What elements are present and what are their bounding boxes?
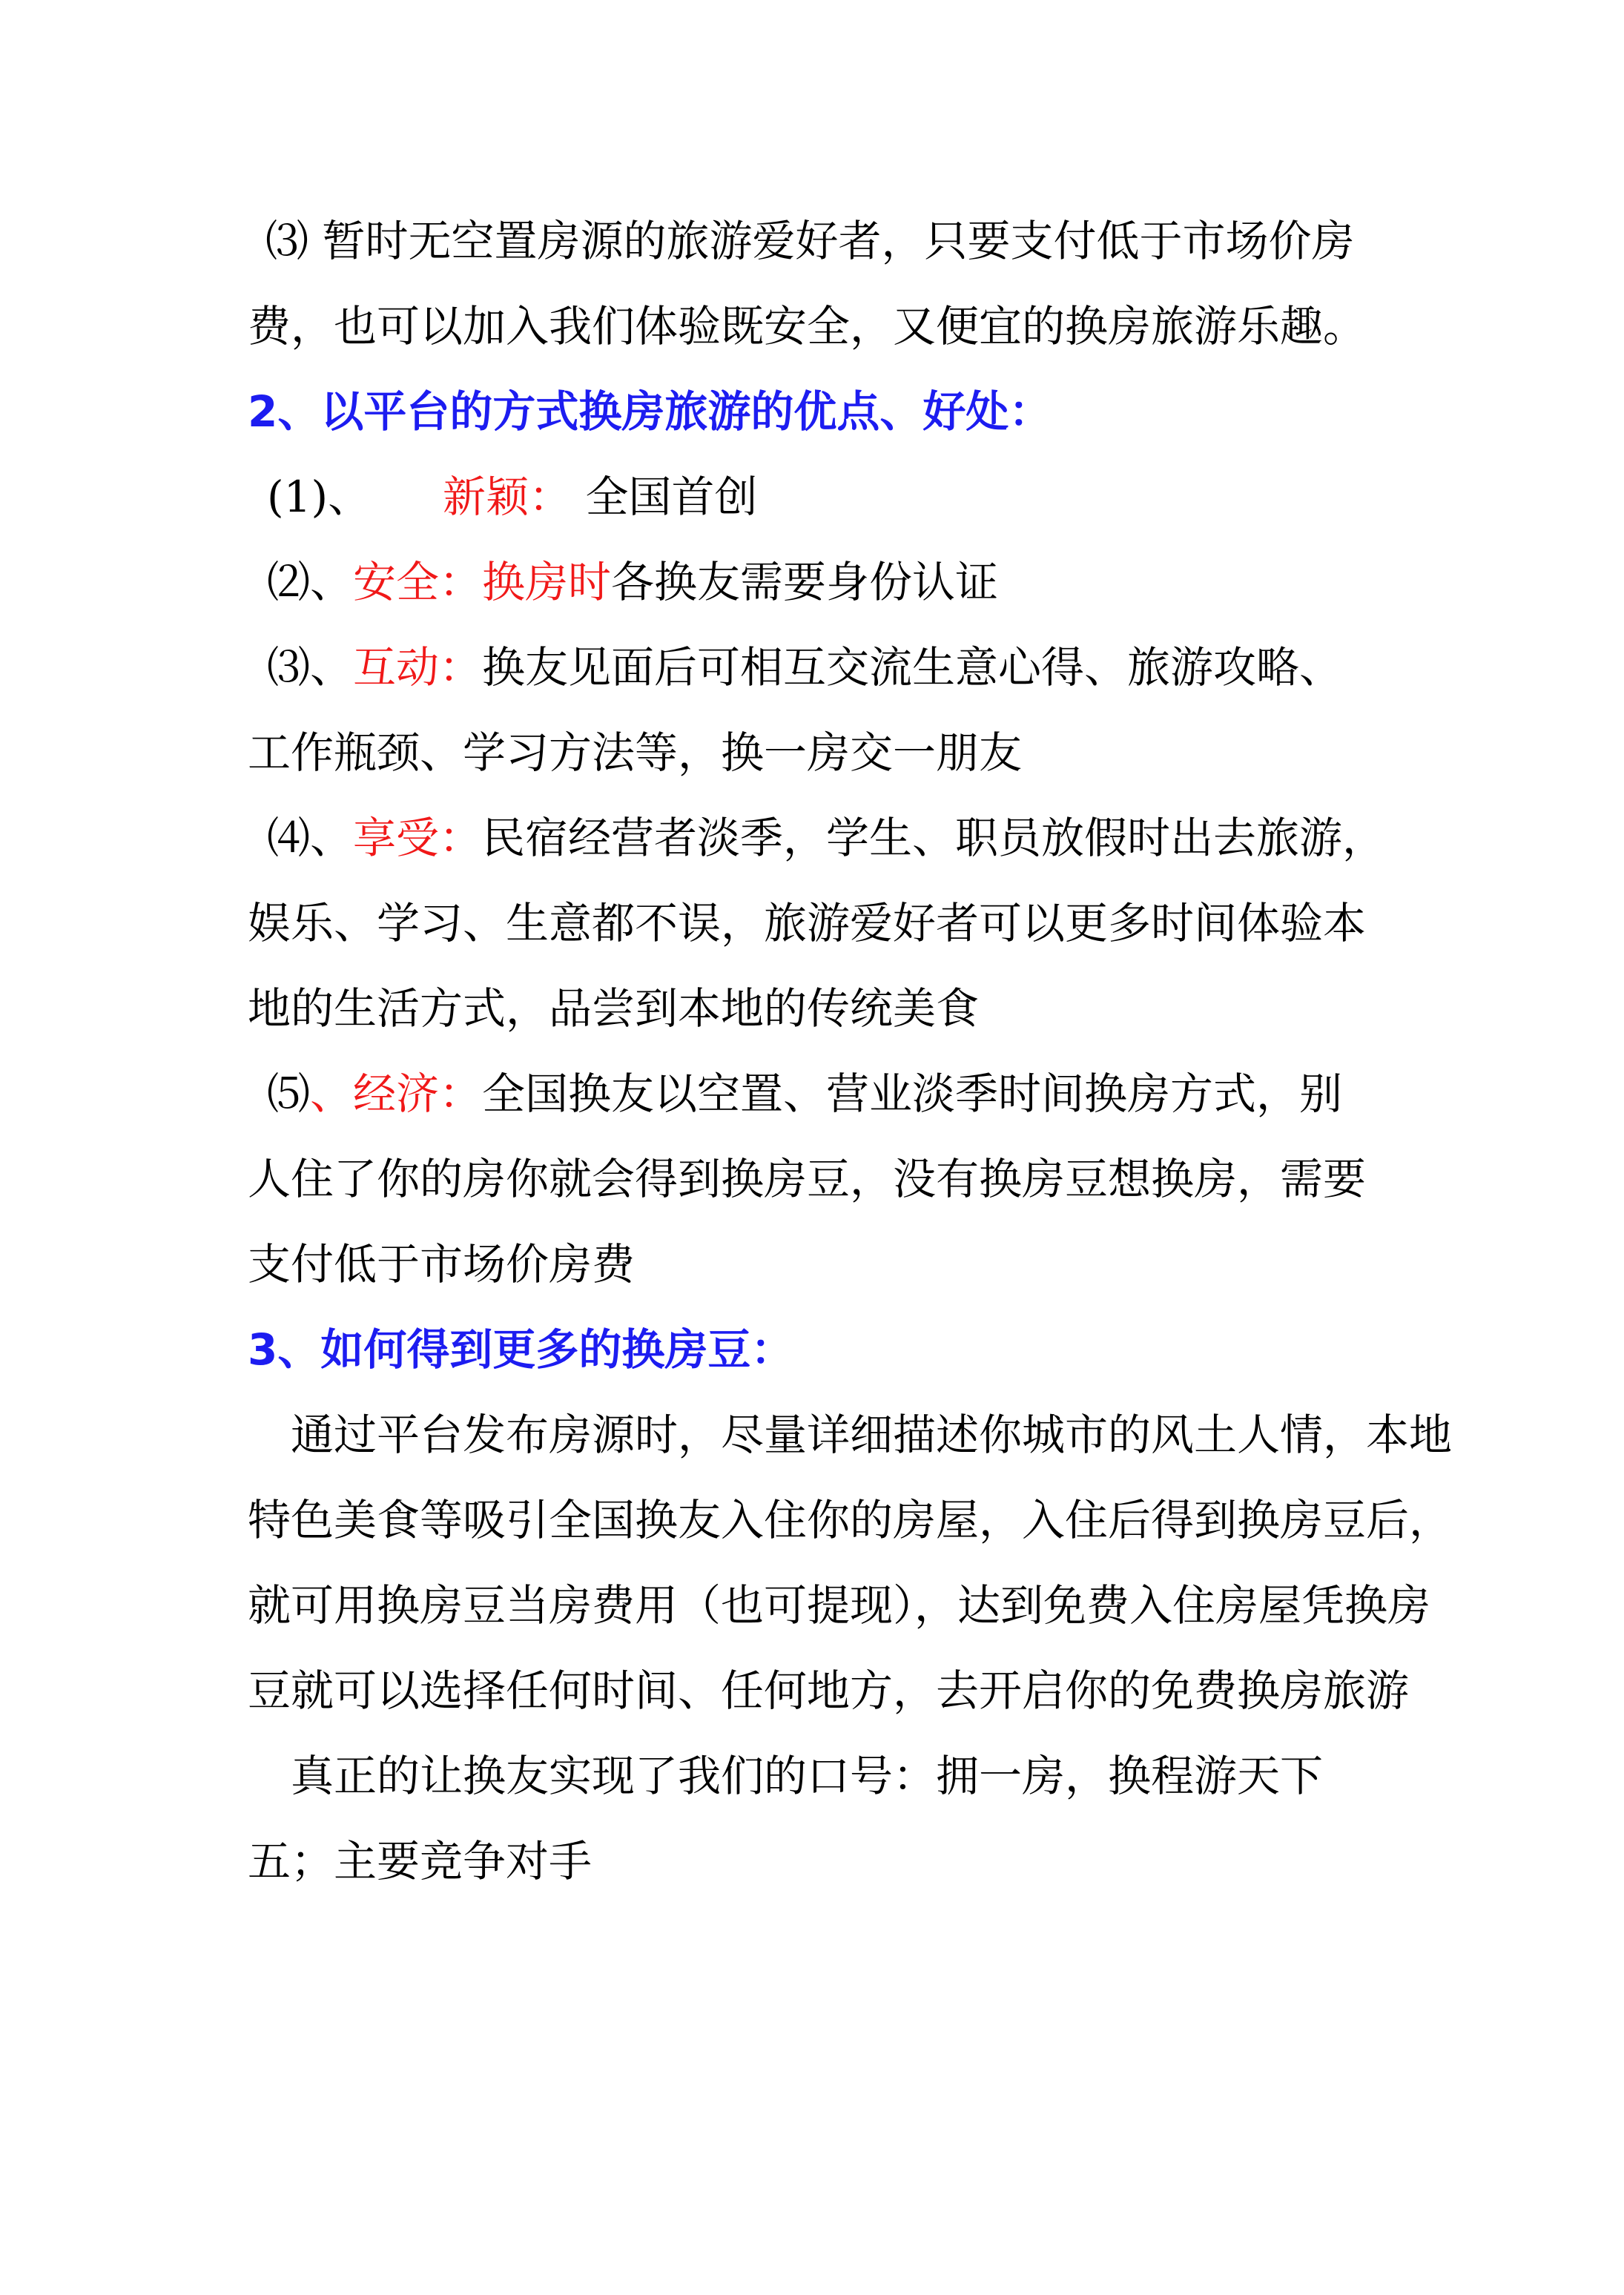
item-3-number: ⑶、 (267, 642, 354, 693)
item-4-label: 享受： (353, 813, 483, 863)
section-2-heading: 2、以平台的方式换房旅游的优点、好处： (248, 386, 1052, 437)
item-4-line-1 (267, 808, 1424, 868)
item-5-label: 、经济： (310, 1069, 483, 1119)
item-1-text: 全国首创 (585, 472, 758, 522)
item-2-label: 安全： (353, 557, 483, 607)
item-5-text-2: 人住了你的房你就会得到换房豆，没有换房豆想换房，需要 (248, 1154, 1367, 1204)
section-3-para-text-4: 豆就可以选择任何时间、任何地方，去开启你的免费换房旅游 (248, 1665, 1410, 1716)
item-4-text-2: 娱乐、学习、生意都不误，旅游爱好者可以更多时间体验本 (248, 898, 1367, 948)
item-3-line-1 (267, 638, 1424, 697)
intro-number: ⑶ (265, 216, 309, 266)
item-2 (267, 552, 1424, 612)
section-3-para-text-1: 通过平台发布房源时，尽量详细描述你城市的风土人情，本地 (291, 1410, 1453, 1460)
slogan-text: 真正的让换友实现了我们的口号：拥一房，换程游天下 (291, 1751, 1324, 1801)
section-5-heading: 五；主要竞争对手 (248, 1836, 593, 1886)
intro-text-2: 费，也可以加入我们体验既安全，又便宜的换房旅游乐趣。 (248, 301, 1367, 351)
section-3-para-text-2: 特色美食等吸引全国换友入住你的房屋，入住后得到换房豆后， (248, 1495, 1453, 1545)
item-4-line-2 (248, 894, 1405, 953)
item-5-text-1: 全国换友以空置、营业淡季时间换房方式，别 (482, 1069, 1343, 1119)
slogan-line (291, 1746, 1448, 1806)
item-5-text-3: 支付低于市场价房费 (248, 1239, 636, 1290)
item-3-text-1: 换友见面后可相互交流生意心得、旅游攻略、 (482, 642, 1343, 693)
section-3-para-text-3: 就可用换房豆当房费用（也可提现），达到免费入住房屋凭换房 (248, 1580, 1431, 1631)
section-3-heading: 3、如何得到更多的换房豆： (248, 1324, 794, 1375)
section-3-para-line-4 (248, 1661, 1410, 1720)
intro-line-2 (248, 297, 1405, 356)
item-2-label-2: 换房时 (482, 557, 612, 607)
item-3-label: 互动： (353, 642, 483, 693)
section-3-para-line-1 (291, 1405, 1453, 1464)
item-4-line-3 (248, 979, 1405, 1038)
item-5-line-1 (267, 1064, 1424, 1123)
item-4-text-1: 民宿经营者淡季，学生、职员放假时出去旅游， (482, 813, 1386, 863)
section-3-para-line-3 (248, 1576, 1431, 1635)
item-3-line-2 (248, 723, 1405, 782)
item-3-text-2: 工作瓶颈、学习方法等，换一房交一朋友 (248, 727, 1023, 778)
item-4-number: ⑷、 (267, 813, 354, 863)
intro-text-1: 暂时无空置房源的旅游爱好者，只要支付低于市场价房 (322, 216, 1355, 266)
item-1-label: 新颖： (443, 472, 572, 522)
item-5-line-2 (248, 1149, 1405, 1209)
item-1-number: (1)、 (267, 472, 372, 522)
intro-line-1 (265, 211, 1422, 271)
item-2-number: ⑵、 (267, 557, 354, 607)
item-5-number: ⑸ (267, 1069, 311, 1119)
item-4-text-3: 地的生活方式，品尝到本地的传统美食 (248, 983, 980, 1034)
item-1 (267, 467, 1424, 526)
item-2-text: 各换友需要身份认证 (611, 557, 999, 607)
section-3-para-line-2 (248, 1490, 1453, 1550)
item-5-line-3 (248, 1235, 1405, 1294)
